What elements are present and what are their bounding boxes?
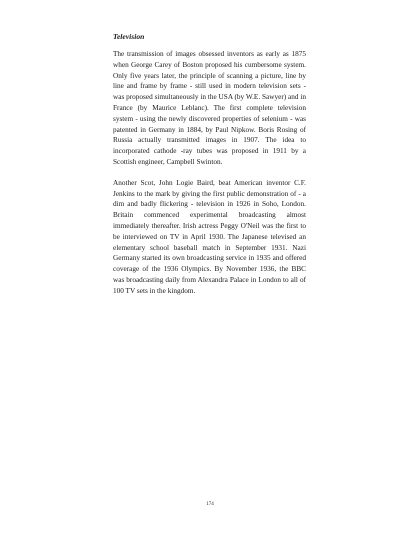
page-number: 174 <box>206 502 214 507</box>
section-heading: Television <box>113 32 145 41</box>
text-column <box>113 32 306 307</box>
paragraph: Another Scot, John Logie Baird, beat American inventor C.F. Jenkins to the mark by giving the first public demonstration of - a dim and badly flickering - television in 1926 in Soho, London. Britain commenced experimental broadcasting almost immediately thereafter. Irish actress Peggy O'Neil was the first to be interviewed on TV in April 1930. The Japanese televised an elementary school baseball match in September 1931. Nazi Germany started its own broadcasting service in 1935 and offered coverage of the 1936 Olympics. By November 1936, the BBC was broadcasting daily from Alexandra Palace in London to all of 100 TV sets in the kingdom. <box>113 178 306 295</box>
paragraph: The transmission of images obsessed inventors as early as 1875 when George Carey of Boston proposed his cumbersome system. Only five years later, the principle of scanning a picture, line by line and frame by frame - still used in modern television sets - was proposed simultaneously in the USA (by W.E. Sawyer) and in France (by Maurice Leblanc). The first complete television system - using the newly discovered properties of selenium - was patented in Germany in 1884, by Paul Nipkow. Boris Rosing of Russia actually transmitted images in 1907. The idea to incorporated cathode -ray tubes was proposed in 1911 by a Scottish engineer, Campbell Swinton. <box>113 50 306 166</box>
